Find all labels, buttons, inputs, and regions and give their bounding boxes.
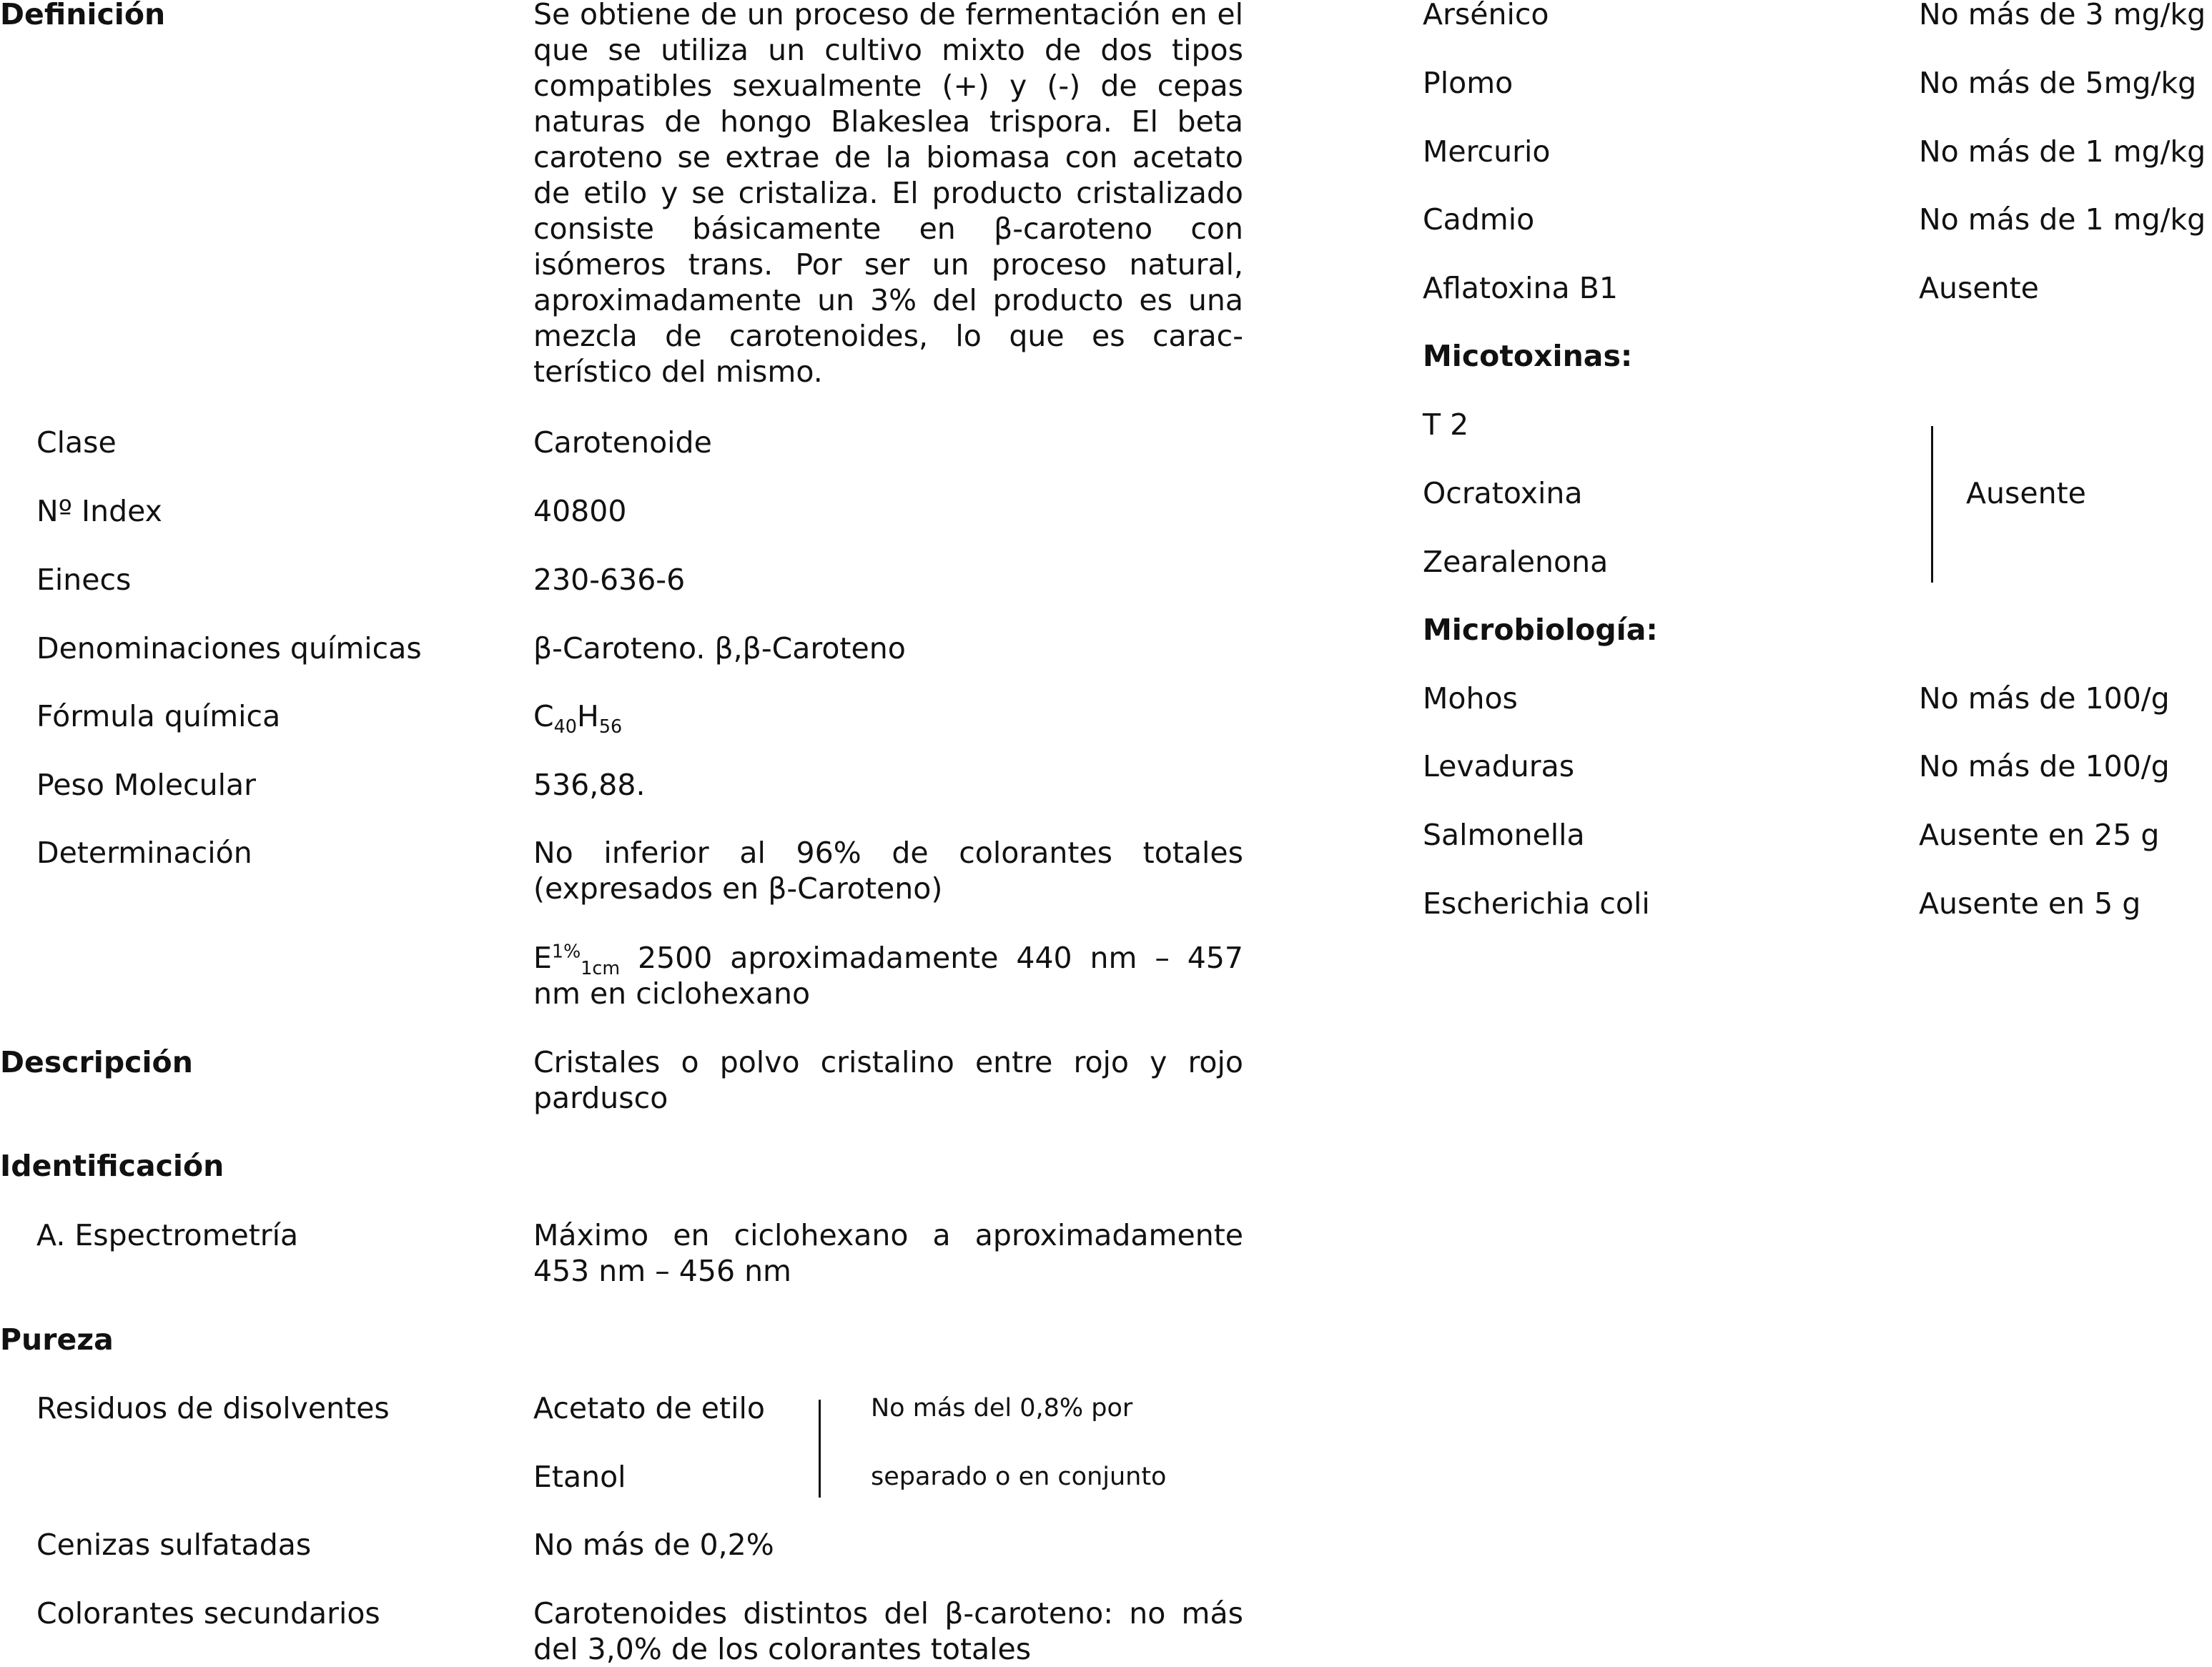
micotoxinas-bracket-line: [1931, 426, 1933, 583]
denominaciones-label: Denominaciones químicas: [36, 631, 422, 666]
plomo-label: Plomo: [1423, 66, 1514, 100]
micotoxinas-heading: Micotoxinas:: [1423, 339, 1633, 373]
colorantes-value: Carotenoides distintos del β-caroteno: no más del 3,0% de los colorantes totales: [533, 1596, 1243, 1666]
aflatoxina-label: Aflatoxina B1: [1423, 271, 1618, 305]
solvent-acetato: Acetato de etilo: [533, 1391, 765, 1425]
micotoxina-ocratoxina: Ocratoxina: [1423, 476, 1583, 510]
escherichia-label: Escherichia coli: [1423, 886, 1650, 921]
definicion-text: Se obtiene de un proceso de fermentación en el que se utiliza un cultivo mixto de dos tipos compatibles sexualmente (+) y (-) de cepas naturas de hongo Blakeslea trispora. El beta caroteno se extrae de la biomasa con acetato de etilo y se cristaliza. El producto cristalizado consiste básicamente en β-caroteno con isómeros trans. Por ser un proceso natural, aproximadamente un 3% del producto es una mezcla de carotenoides, lo que es carac-terístico del mismo.: [533, 0, 1243, 389]
formula-label: Fórmula química: [36, 699, 281, 733]
micotoxina-zearalenona: Zearalenona: [1423, 545, 1609, 579]
mercurio-value: No más de 1 mg/kg: [1919, 134, 2206, 169]
peso-value: 536,88.: [533, 768, 646, 802]
solvent-etanol: Etanol: [533, 1460, 626, 1494]
determinacion-value: No inferior al 96% de colorantes totales (expresados en β-Caroteno): [533, 836, 1243, 906]
microbiologia-heading: Microbiología:: [1423, 613, 1658, 647]
levaduras-value: No más de 100/g: [1919, 749, 2170, 783]
cenizas-label: Cenizas sulfatadas: [36, 1528, 312, 1562]
aflatoxina-value: Ausente: [1919, 271, 2039, 305]
determinacion-label: Determinación: [36, 836, 252, 870]
clase-value: Carotenoide: [533, 425, 712, 460]
cadmio-value: No más de 1 mg/kg: [1919, 202, 2206, 237]
mercurio-label: Mercurio: [1423, 134, 1551, 169]
bracket-line: [819, 1400, 821, 1498]
colorantes-label: Colorantes secundarios: [36, 1596, 380, 1631]
peso-label: Peso Molecular: [36, 768, 256, 802]
plomo-value: No más de 5mg/kg: [1919, 66, 2197, 100]
micotoxinas-value: Ausente: [1966, 476, 2086, 510]
einecs-label: Einecs: [36, 563, 132, 597]
salmonella-value: Ausente en 25 g: [1919, 818, 2160, 852]
residuos-label: Residuos de disolventes: [36, 1391, 390, 1425]
arsenico-label: Arsénico: [1423, 0, 1549, 31]
espectrometria-label: A. Espectrometría: [36, 1218, 299, 1252]
index-value: 40800: [533, 494, 627, 528]
denominaciones-value: β-Caroteno. β,β-Caroteno: [533, 631, 906, 666]
mohos-value: No más de 100/g: [1919, 681, 2170, 716]
espectrometria-value: Máximo en ciclohexano a aproximadamente 453 nm – 456 nm: [533, 1218, 1243, 1288]
solvent-limit-1: No más del 0,8% por: [871, 1394, 1133, 1423]
clase-label: Clase: [36, 425, 117, 460]
arsenico-value: No más de 3 mg/kg: [1919, 0, 2206, 31]
descripcion-heading: Descripción: [0, 1045, 193, 1079]
levaduras-label: Levaduras: [1423, 749, 1575, 783]
escherichia-value: Ausente en 5 g: [1919, 886, 2141, 921]
pureza-heading: Pureza: [0, 1322, 114, 1357]
mohos-label: Mohos: [1423, 681, 1518, 716]
absorbance-value: $E^{1\%}_{1cm}$ 2500 aproximadamente 440 nm – 457 nm en ciclohexano: [533, 940, 1243, 1011]
formula-value: $C_{40}H_{56}$: [533, 699, 623, 738]
solvent-limit-2: separado o en conjunto: [871, 1463, 1167, 1491]
einecs-value: 230-636-6: [533, 563, 686, 597]
definicion-heading: Definición: [0, 0, 166, 31]
micotoxina-t2: T 2: [1423, 407, 1469, 442]
index-label: Nº Index: [36, 494, 162, 528]
salmonella-label: Salmonella: [1423, 818, 1585, 852]
descripcion-value: Cristales o polvo cristalino entre rojo y rojo pardusco: [533, 1045, 1243, 1115]
cenizas-value: No más de 0,2%: [533, 1528, 774, 1562]
identificacion-heading: Identificación: [0, 1149, 224, 1183]
cadmio-label: Cadmio: [1423, 202, 1535, 237]
